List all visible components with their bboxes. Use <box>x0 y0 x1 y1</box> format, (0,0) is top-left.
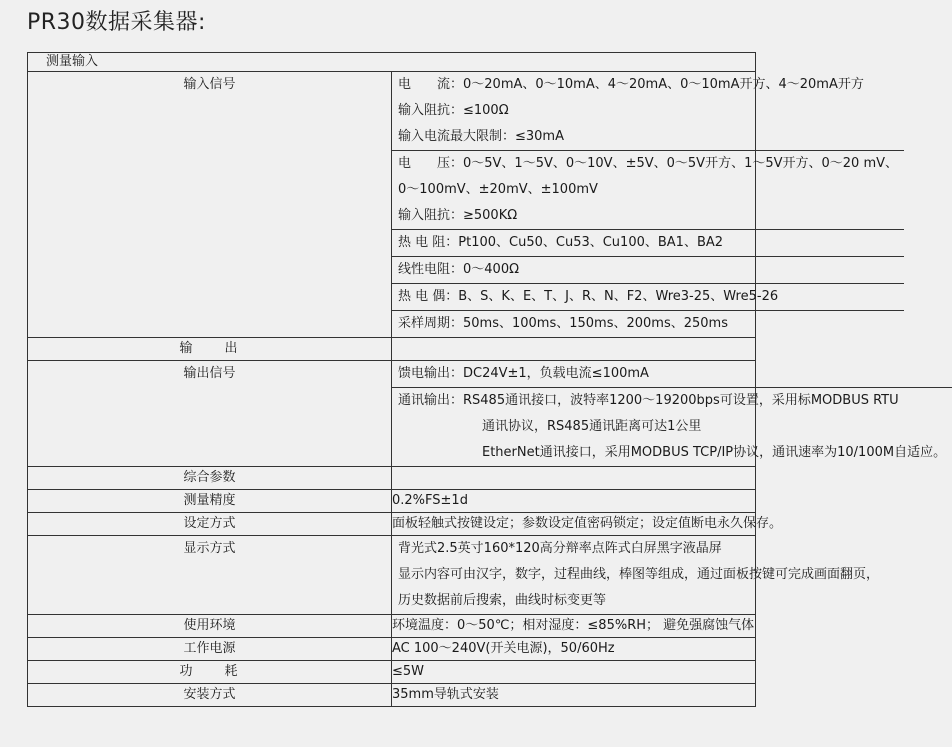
thermocouple-spec: 热 电 偶：B、S、K、E、T、J、R、N、F2、Wre3-25、Wre5-26 <box>392 284 904 311</box>
current-spec <box>392 72 904 151</box>
spec-line: 显示内容可由汉字，数字，过程曲线，棒图等组成，通过面板按键可完成画面翻页， <box>398 567 880 582</box>
section-header: 输 出 <box>28 338 392 361</box>
linear-resistance-spec: 线性电阻：0～400Ω <box>392 257 904 284</box>
spec-line: 输入电流最大限制：≤30mA <box>398 129 564 144</box>
section-row-output <box>28 338 756 361</box>
section-header: 测量输入 <box>28 53 756 72</box>
section-row-general <box>28 467 756 490</box>
spec-line: 电 压：0～5V、1～5V、0～10V、±5V、0～5V开方、1～5V开方、0～20 mV、 <box>398 156 899 171</box>
install-row <box>28 684 756 707</box>
consumption-row <box>28 661 756 684</box>
row-label: 工作电源 <box>28 638 392 661</box>
row-value: 35mm导轨式安装 <box>392 684 756 707</box>
row-value: AC 100～240V(开关电源)，50/60Hz <box>392 638 756 661</box>
accuracy-row <box>28 490 756 513</box>
comm-output-spec <box>392 388 952 467</box>
spec-line: 输入阻抗：≤100Ω <box>398 103 509 118</box>
voltage-spec <box>392 151 904 230</box>
row-label: 显示方式 <box>28 536 392 615</box>
spec-line: 0～100mV、±20mV、±100mV <box>398 182 598 197</box>
empty-cell <box>392 467 756 490</box>
row-label: 功 耗 <box>28 661 392 684</box>
row-value: 面板轻触式按键设定；参数设定值密码锁定；设定值断电永久保存。 <box>392 513 756 536</box>
spec-line: 通讯输出：RS485通讯接口，波特率1200～19200bps可设置，采用标MODBUS RTU <box>398 393 899 408</box>
row-label: 安装方式 <box>28 684 392 707</box>
section-header: 综合参数 <box>28 467 392 490</box>
output-signal-cell <box>392 361 947 467</box>
spec-line: 电 流：0～20mA、0～10mA、4～20mA、0～10mA开方、4～20mA开方 <box>398 77 864 92</box>
display-cell <box>392 536 880 615</box>
output-signal-subtable <box>392 361 952 466</box>
display-row <box>28 536 756 615</box>
row-value: ≤5W <box>392 661 756 684</box>
environment-row <box>28 615 756 638</box>
spec-line: 通讯协议，RS485通讯距离可达1公里 <box>482 419 702 434</box>
row-label: 输出信号 <box>28 361 392 467</box>
input-signal-subtable <box>392 72 904 337</box>
power-row <box>28 638 756 661</box>
sampling-period-spec: 采样周期：50ms、100ms、150ms、200ms、250ms <box>398 316 728 331</box>
page-title: PR30数据采集器: <box>27 10 206 35</box>
row-value: 0.2%FS±1d <box>392 490 756 513</box>
row-label: 使用环境 <box>28 615 392 638</box>
section-row-measurement-input <box>28 53 756 72</box>
empty-cell <box>392 338 756 361</box>
spec-line: EtherNet通讯接口，采用MODBUS TCP/IP协议，通讯速率为10/100M自适应。 <box>482 445 947 460</box>
row-value: 环境温度：0～50℃；相对湿度：≤85%RH； 避免强腐蚀气体 <box>392 615 756 638</box>
rtd-spec: 热 电 阻：Pt100、Cu50、Cu53、Cu100、BA1、BA2 <box>392 230 904 257</box>
input-signal-cell <box>392 72 899 338</box>
setting-row <box>28 513 756 536</box>
row-label: 测量精度 <box>28 490 392 513</box>
spec-line: 历史数据前后搜索，曲线时标变更等 <box>398 593 607 608</box>
spec-line: 输入阻抗：≥500KΩ <box>398 208 518 223</box>
row-label: 设定方式 <box>28 513 392 536</box>
output-signal-row <box>28 361 756 467</box>
feed-output-spec: 馈电输出：DC24V±1，负载电流≤100mA <box>392 361 952 388</box>
row-label: 输入信号 <box>28 72 392 338</box>
spec-table <box>27 52 947 707</box>
spec-line: 背光式2.5英寸160*120高分辩率点阵式白屏黑字液晶屏 <box>398 541 722 556</box>
input-signal-row <box>28 72 756 338</box>
